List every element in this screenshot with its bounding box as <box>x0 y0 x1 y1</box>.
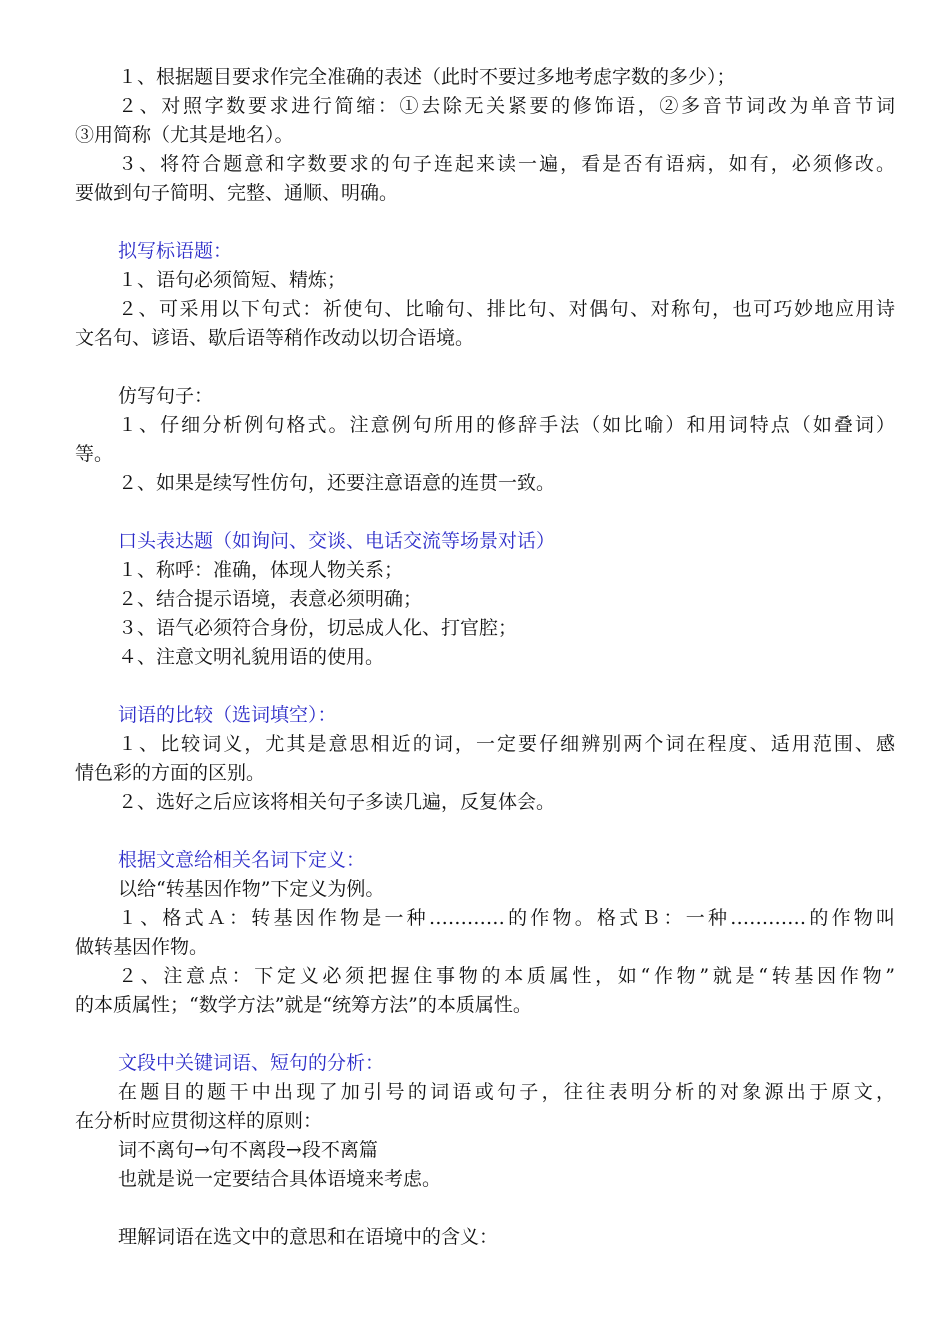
section-heading-slogan: 拟写标语题： <box>118 240 233 262</box>
imitation-line-1: １、仔细分析例句格式。注意例句所用的修辞手法（如比喻）和用词特点（如叠词） <box>118 414 895 436</box>
section-gap <box>75 498 895 527</box>
definition-line-2: ２、注意点：下定义必须把握住事物的本质属性，如“作物”就是“转基因作物” <box>118 965 895 987</box>
section-gap <box>75 1194 895 1223</box>
oral-line-3: ３、语气必须符合身份，切忌成人化、打官腔； <box>118 617 518 639</box>
oral-line-1: １、称呼：准确，体现人物关系； <box>118 559 404 581</box>
imitation-line-1-cont: 等。 <box>75 443 114 465</box>
analysis-paragraph-2: 也就是说一定要结合具体语境来考虑。 <box>118 1168 442 1190</box>
section-heading-definition: 根据文意给相关名词下定义： <box>118 849 366 871</box>
section-heading-analysis: 文段中关键词语、短句的分析： <box>118 1052 385 1074</box>
words-line-2: ２、选好之后应该将相关句子多读几遍，反复体会。 <box>118 791 556 813</box>
definition-line-1-cont: 做转基因作物。 <box>75 936 209 958</box>
intro-line-1: １、根据题目要求作完全准确的表述（此时不要过多地考虑字数的多少）； <box>118 66 736 88</box>
section-heading-oral: 口头表达题（如询问、交谈、电话交流等场景对话） <box>118 530 556 552</box>
imitation-line-2: ２、如果是续写性仿句，还要注意语意的连贯一致。 <box>118 472 556 494</box>
document-page <box>75 63 895 1252</box>
section-gap <box>75 672 895 701</box>
words-line-1-cont: 情色彩的方面的区别。 <box>75 762 266 784</box>
intro-line-3-cont: 要做到句子简明、完整、通顺、明确。 <box>75 182 399 204</box>
section-gap <box>75 817 895 846</box>
intro-line-2: ２、对照字数要求进行简缩：①去除无关紧要的修饰语，②多音节词改为单音节词 <box>118 95 895 117</box>
slogan-line-1: １、语句必须简短、精炼； <box>118 269 347 291</box>
analysis-paragraph-1-cont: 在分析时应贯彻这样的原则： <box>75 1110 323 1132</box>
section-heading-meaning: 理解词语在选文中的意思和在语境中的含义： <box>118 1226 499 1248</box>
definition-intro: 以给“转基因作物”下定义为例。 <box>118 878 385 900</box>
section-gap <box>75 353 895 382</box>
section-gap <box>75 208 895 237</box>
section-heading-imitation: 仿写句子： <box>118 385 214 407</box>
analysis-paragraph-1: 在题目的题干中出现了加引号的词语或句子，往往表明分析的对象源出于原文， <box>118 1081 895 1103</box>
analysis-chain: 词不离句→句不离段→段不离篇 <box>118 1139 378 1161</box>
definition-line-2-cont: 的本质属性；“数学方法”就是“统筹方法”的本质属性。 <box>75 994 532 1016</box>
definition-line-1: １、格式Ａ：转基因作物是一种…………的作物。格式Ｂ：一种…………的作物叫 <box>118 907 895 929</box>
oral-line-2: ２、结合提示语境，表意必须明确； <box>118 588 423 610</box>
words-line-1: １、比较词义，尤其是意思相近的词，一定要仔细辨别两个词在程度、适用范围、感 <box>118 733 895 755</box>
section-heading-words: 词语的比较（选词填空）： <box>118 704 337 726</box>
slogan-line-2: ２、可采用以下句式：祈使句、比喻句、排比句、对偶句、对称句，也可巧妙地应用诗 <box>118 298 895 320</box>
section-gap <box>75 1020 895 1049</box>
slogan-line-2-cont: 文名句、谚语、歇后语等稍作改动以切合语境。 <box>75 327 475 349</box>
oral-line-4: ４、注意文明礼貌用语的使用。 <box>118 646 385 668</box>
intro-line-3: ３、将符合题意和字数要求的句子连起来读一遍，看是否有语病，如有，必须修改。 <box>118 153 895 175</box>
intro-line-2-cont: ③用简称（尤其是地名）。 <box>75 124 294 146</box>
